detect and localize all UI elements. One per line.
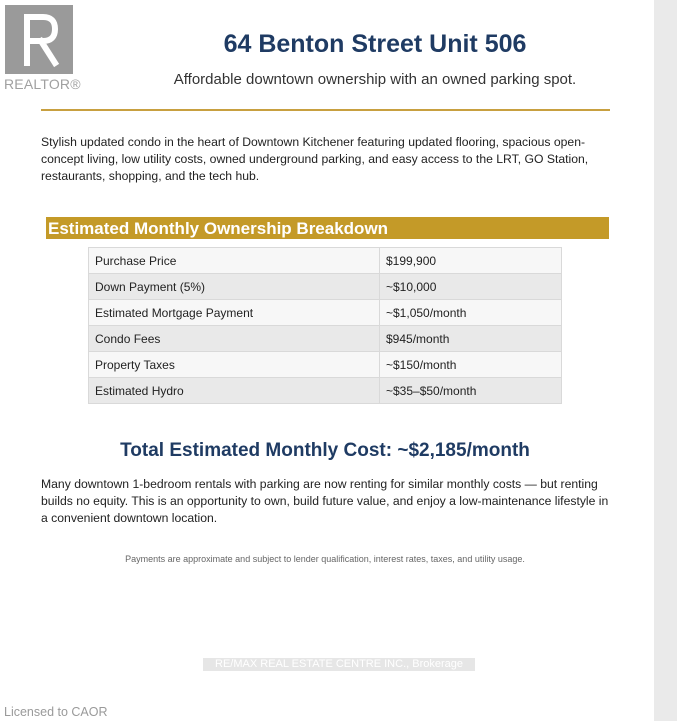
row-label: Purchase Price <box>89 248 380 274</box>
row-value: $945/month <box>380 326 562 352</box>
realtor-r-icon <box>5 5 73 74</box>
row-label: Down Payment (5%) <box>89 274 380 300</box>
listing-title: 64 Benton Street Unit 506 <box>223 30 527 58</box>
rental-comparison-text: Many downtown 1-bedroom rentals with parking are now renting for similar monthly costs — but renting builds no equity. This is an opportunity to own, build future value, and enjoy a low-maintenance lifestyle in a convenient downtown location. <box>41 477 609 525</box>
row-value: ~$10,000 <box>380 274 562 300</box>
breakdown-table <box>88 247 562 404</box>
disclaimer-text: Payments are approximate and subject to lender qualification, interest rates, taxes, and utility usage. <box>125 554 525 564</box>
row-value: ~$150/month <box>380 352 562 378</box>
row-value: ~$1,050/month <box>380 300 562 326</box>
row-value: $199,900 <box>380 248 562 274</box>
realtor-logo <box>4 4 81 94</box>
gold-divider <box>41 109 610 111</box>
breakdown-heading: Estimated Monthly Ownership Breakdown <box>46 217 609 239</box>
row-label: Condo Fees <box>89 326 380 352</box>
brokerage-watermark: RE/MAX REAL ESTATE CENTRE INC., Brokerage <box>203 658 475 671</box>
realtor-wordmark: REALTOR® <box>4 76 81 92</box>
total-monthly-cost: Total Estimated Monthly Cost: ~$2,185/month <box>120 440 530 461</box>
table-row <box>89 326 562 352</box>
row-label: Estimated Mortgage Payment <box>89 300 380 326</box>
table-row <box>89 378 562 404</box>
row-value: ~$35–$50/month <box>380 378 562 404</box>
intro-description: Stylish updated condo in the heart of Downtown Kitchener featuring updated flooring, spacious open-concept living, low utility costs, owned underground parking, and easy access to the LRT, GO Station, restaurants, shopping, and the tech hub. <box>41 135 589 183</box>
listing-subtitle: Affordable downtown ownership with an owned parking spot. <box>173 71 577 88</box>
license-footer: Licensed to CAOR <box>4 705 108 719</box>
table-row <box>89 352 562 378</box>
row-label: Property Taxes <box>89 352 380 378</box>
table-row <box>89 274 562 300</box>
table-row <box>89 300 562 326</box>
page-gutter <box>654 0 677 721</box>
row-label: Estimated Hydro <box>89 378 380 404</box>
table-row <box>89 248 562 274</box>
